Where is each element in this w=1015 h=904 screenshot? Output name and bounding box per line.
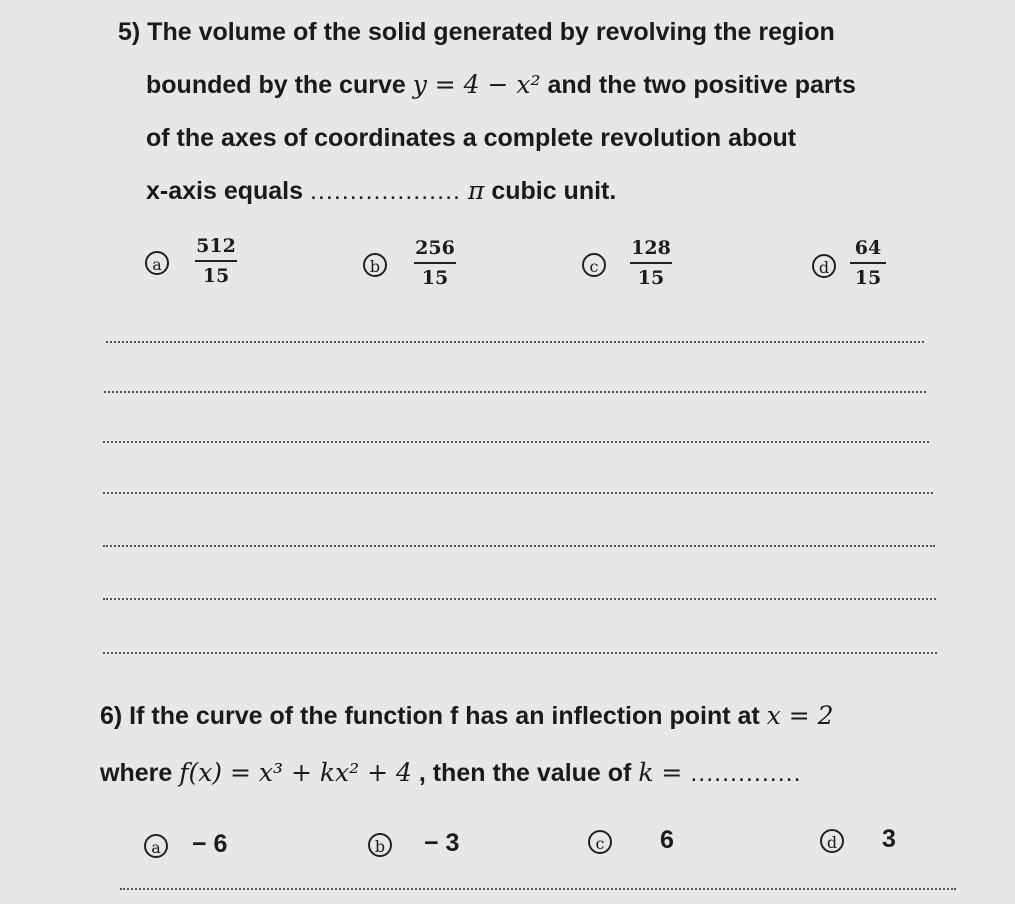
writing-line-4 [103, 492, 933, 494]
q5-answer-blank: ................... [309, 177, 461, 205]
q6-option-a-circle[interactable]: a [144, 834, 168, 858]
writing-line-6 [103, 598, 936, 600]
q6-line-2-text-b: , then the value of [411, 759, 639, 787]
writing-line-5 [103, 545, 935, 547]
q5-option-a-fraction [191, 235, 241, 287]
q5-option-c-fraction [626, 237, 676, 289]
q5-option-c-circle[interactable]: c [582, 253, 606, 277]
q5-option-b-fraction [410, 237, 460, 289]
q5-option-d-circle[interactable]: d [812, 254, 836, 278]
q6-line-1 [100, 701, 834, 731]
writing-line-1 [106, 341, 924, 343]
q5-option-b-denominator: 15 [421, 267, 449, 289]
q6-function-equation: f(x) = x³ + kx² + 4 [179, 758, 412, 787]
q5-line-4 [146, 176, 616, 206]
q6-line-2 [100, 758, 802, 788]
q5-option-a-numerator: 512 [196, 235, 236, 257]
q6-k-symbol: k [638, 758, 654, 787]
q6-option-c-circle[interactable]: c [588, 830, 612, 854]
q5-option-c-numerator: 128 [631, 237, 671, 259]
writing-line-7 [103, 652, 937, 654]
q6-option-b-circle[interactable]: b [368, 833, 392, 857]
q6-line-2-text-a: where [100, 759, 180, 787]
q6-line-1-text: 6) If the curve of the function f has an inflection point at [100, 702, 767, 730]
q5-option-b-circle[interactable]: b [363, 253, 387, 277]
q6-option-c-value: 6 [660, 826, 674, 854]
q6-equals: = [653, 758, 691, 787]
q5-curve-equation: y = 4 − x² [412, 70, 541, 99]
q5-line-3: of the axes of coordinates a complete revolution about [146, 124, 797, 152]
q5-option-c-denominator: 15 [637, 267, 665, 289]
q5-option-d-denominator: 15 [854, 267, 882, 289]
writing-line-8 [120, 888, 956, 890]
q5-line-2-text-b: and the two positive parts [540, 71, 856, 99]
q6-inflection-x: x = 2 [766, 701, 834, 730]
q5-line-4-text-b: cubic unit. [491, 177, 617, 205]
q5-line-1: 5) The volume of the solid generated by revolving the region [118, 18, 835, 46]
q5-option-a-denominator: 15 [202, 265, 230, 287]
writing-line-3 [103, 441, 929, 443]
q5-pi-symbol: π [467, 176, 485, 205]
q5-line-2 [146, 70, 856, 100]
q5-line-2-text-a: bounded by the curve [146, 71, 413, 99]
q5-option-d-fraction [846, 237, 890, 289]
q5-option-d-numerator: 64 [854, 237, 882, 259]
q6-option-a-value: − 6 [192, 830, 228, 858]
q6-option-b-value: − 3 [424, 829, 460, 857]
q5-option-a-circle[interactable]: a [145, 251, 169, 275]
q5-line-4-text-a: x-axis equals [146, 177, 304, 205]
q6-option-d-value: 3 [882, 825, 896, 853]
writing-line-2 [104, 391, 926, 393]
q6-answer-blank: .............. [690, 759, 802, 787]
q5-option-b-numerator: 256 [415, 237, 455, 259]
q6-option-d-circle[interactable]: d [820, 829, 844, 853]
